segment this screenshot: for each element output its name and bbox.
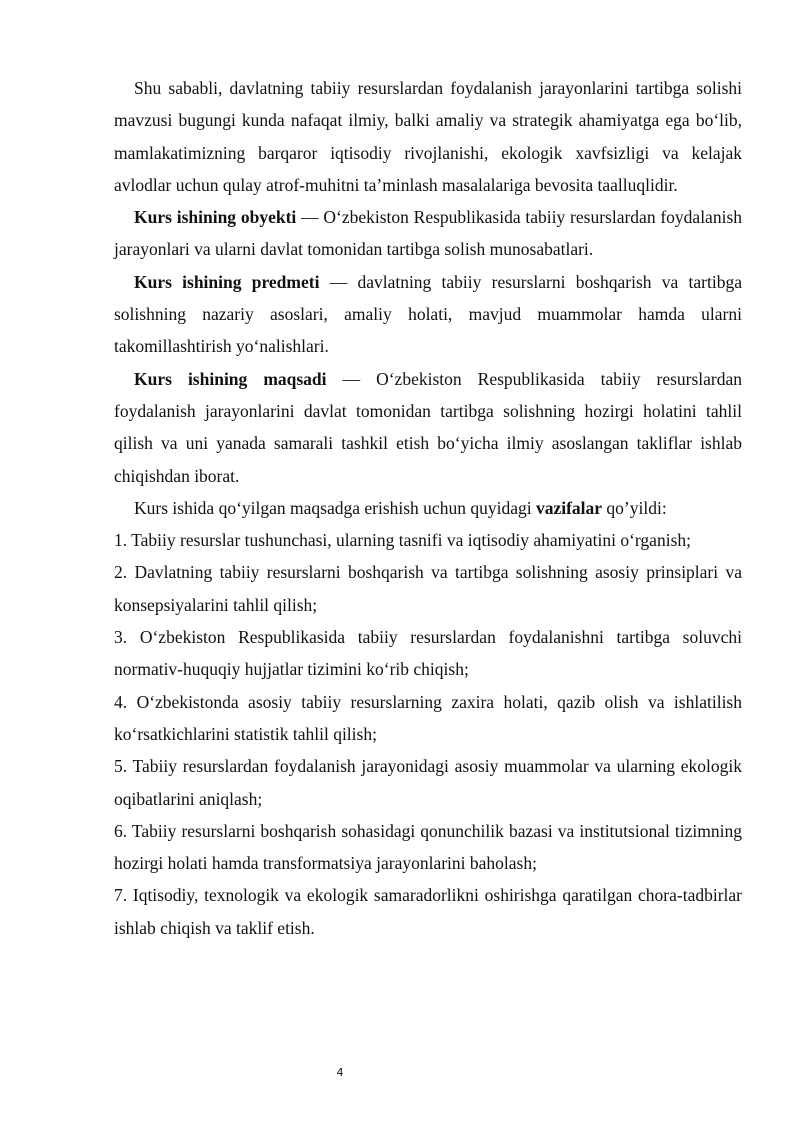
task-item-1: 1. Tabiiy resurslar tushunchasi, ularning tasnifi va iqtisodiy ahamiyatini o‘rganish; [114,530,691,551]
task-item-5: 5. Tabiiy resurslardan foydalanish jarayonidagi asosiy muammolar va ularning ekologik oqibatlarini aniqlash; [114,756,742,809]
page-number: 4 [336,1066,344,1079]
intro-paragraph: Shu sababli, davlatning tabiiy resurslardan foydalanish jarayonlarini tartibga solishi mavzusi bugungi kunda nafaqat ilmiy, balki amaliy va strategik ahamiyatga ega bo‘lib, mamlakatimizning barqaror iqtisodiy rivojlanishi, ekologik xavfsizligi va kelajak avlodlar uchun qulay atrof-muhitni ta’minlash masalalariga bevosita taalluqlidir. [114,78,742,195]
tasks-intro-before: Kurs ishida qo‘yilgan maqsadga erishish uchun quyidagi [134,497,536,518]
page-content [114,72,742,944]
subject-paragraph [114,266,742,363]
object-term: Kurs ishining obyekti [134,207,297,228]
tasks-intro-paragraph [114,492,742,524]
object-paragraph [114,201,742,266]
goal-paragraph [114,363,742,492]
subject-text: — davlatning tabiiy resurslarni boshqarish va tartibga solishning nazariy asoslari, amaliy holati, mavjud muammolar hamda ularni takomillashtirish yo‘nalishlari. [114,271,742,357]
goal-text: — O‘zbekiston Respublikasida tabiiy resurslardan foydalanish jarayonlarini davlat tomonidan tartibga solishning hozirgi holatini tahlil qilish va uni yanada samarali tashkil etish bo‘yicha ilmiy asoslangan takliflar ishlab chiqishdan iborat. [114,368,743,486]
tasks-term: vazifalar [535,497,603,518]
task-item-6: 6. Tabiiy resurslarni boshqarish sohasidagi qonunchilik bazasi va institutsional tizimning hozirgi holati hamda transformatsiya jarayonlarini baholash; [114,820,742,874]
tasks-intro-after: qo’yildi: [602,497,667,518]
subject-term: Kurs ishining predmeti [134,271,320,292]
task-item-2: 2. Davlatning tabiiy resurslarni boshqarish va tartibga solishning asosiy prinsiplari va konsepsiyalarini tahlil qilish; [114,562,742,615]
task-item-4: 4. O‘zbekistonda asosiy tabiiy resurslarning zaxira holati, qazib olish va ishlatilish ko‘rsatkichlarini statistik tahlil qilish; [114,691,742,744]
task-item-3: 3. O‘zbekiston Respublikasida tabiiy resurslardan foydalanishni tartibga soluvchi normativ-huquqiy hujjatlar tizimini ko‘rib chiqish; [114,627,742,680]
task-item-7: 7. Iqtisodiy, texnologik va ekologik samaradorlikni oshirishga qaratilgan chora-tadbirlar ishlab chiqish va taklif etish. [114,885,742,938]
goal-term: Kurs ishining maqsadi [134,368,327,389]
object-text: — O‘zbekiston Respublikasida tabiiy resurslardan foydalanish jarayonlari va ularni davlat tomonidan tartibga solish munosabatlari. [114,207,742,260]
